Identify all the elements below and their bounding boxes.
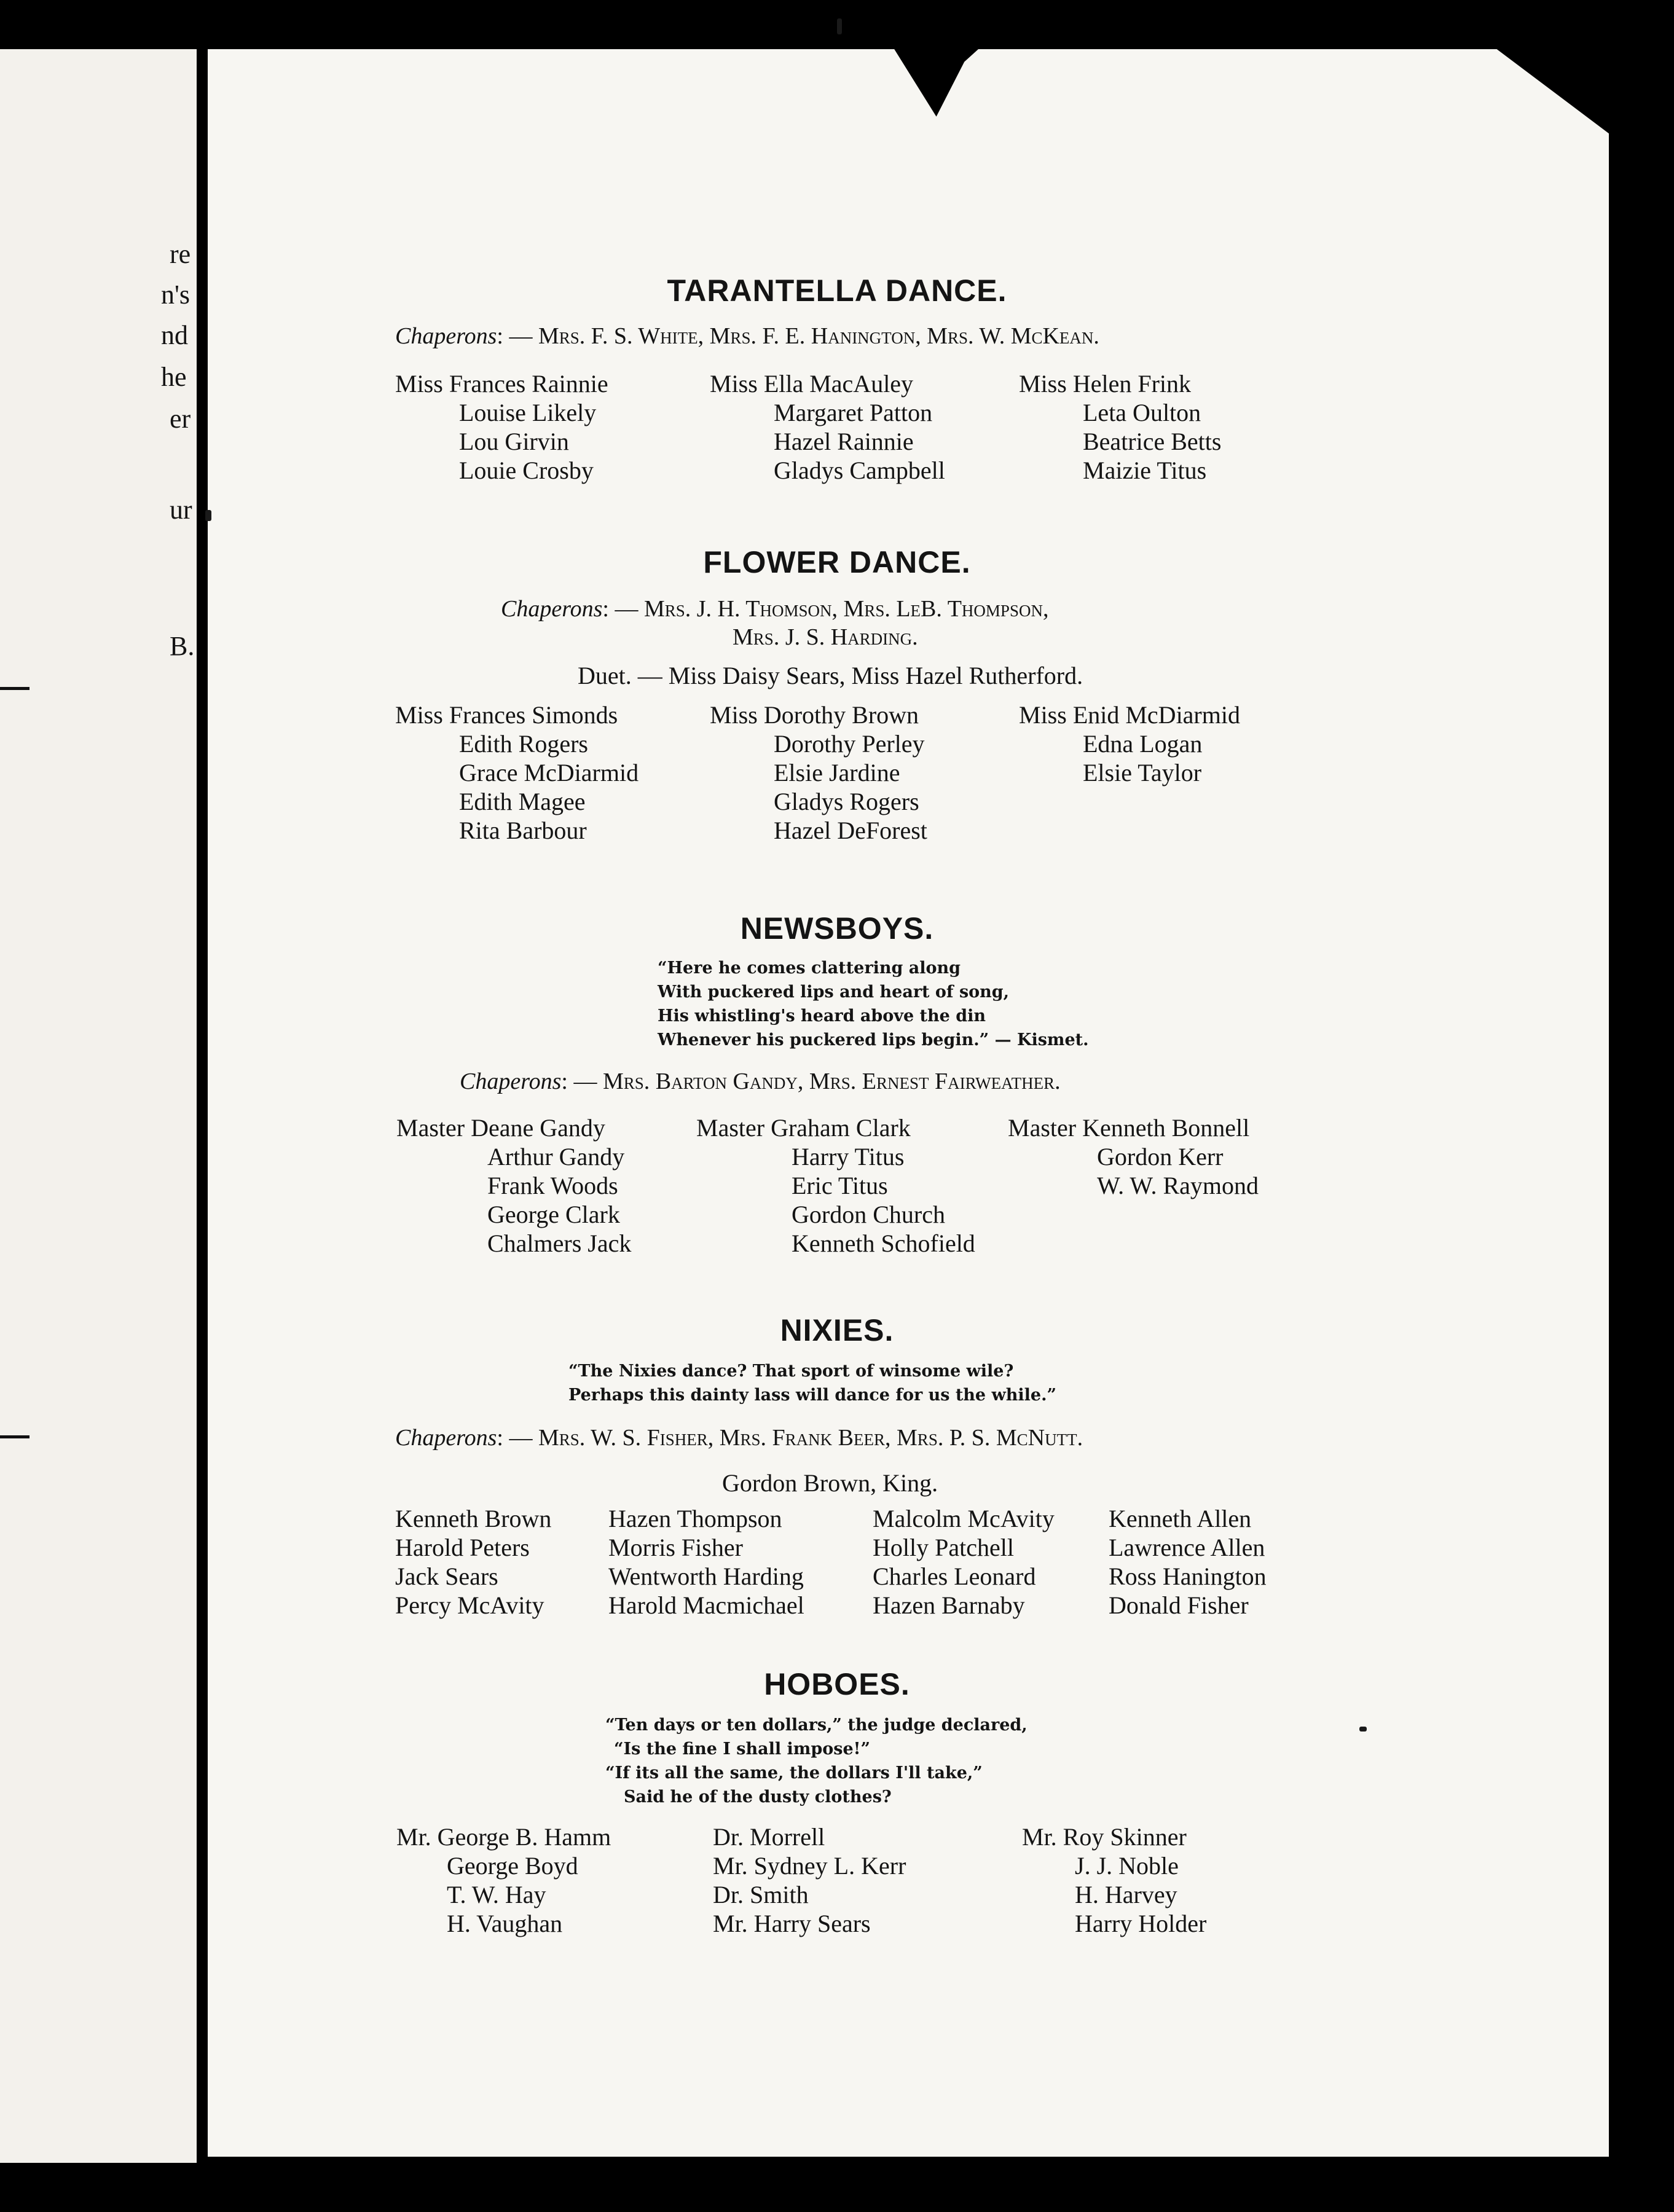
hoboes-column-3 bbox=[1022, 1822, 1206, 1938]
verse-line: “Is the fine I shall impose!” bbox=[614, 1739, 871, 1759]
tarantella-column-2 bbox=[710, 369, 945, 485]
flower-chaperons-continued: Mrs. J. S. Harding. bbox=[733, 624, 918, 650]
name-entry: Margaret Patton bbox=[774, 399, 933, 426]
name-entry: Jack Sears bbox=[395, 1563, 498, 1590]
name-entry: H. Harvey bbox=[1075, 1881, 1177, 1908]
name-entry: Dorothy Perley bbox=[774, 730, 925, 758]
name-entry: Hazel Rainnie bbox=[774, 428, 914, 455]
tarantella-chaperons bbox=[395, 324, 1099, 348]
name-entry: Rita Barbour bbox=[459, 817, 587, 844]
name-entry: George Boyd bbox=[447, 1852, 578, 1880]
name-entry: Ross Hanington bbox=[1109, 1563, 1267, 1590]
chaperons-label: Chaperons bbox=[395, 323, 497, 349]
chaperons-label: Chaperons bbox=[460, 1069, 562, 1094]
name-entry: Edith Rogers bbox=[459, 730, 588, 758]
name-entry: Hazel DeForest bbox=[774, 817, 927, 844]
flower-column-3 bbox=[1019, 700, 1240, 787]
name-entry: Maizie Titus bbox=[1083, 457, 1207, 484]
section-title-tarantella: TARANTELLA DANCE. bbox=[667, 273, 1007, 308]
name-entry: Mr. George B. Hamm bbox=[396, 1823, 611, 1851]
name-entry: Gordon Kerr bbox=[1097, 1143, 1224, 1171]
chaperons-names: : — Mrs. W. S. Fisher, Mrs. Frank Beer, Mrs. P. S. McNutt. bbox=[497, 1425, 1083, 1451]
chaperons-label: Chaperons bbox=[395, 1425, 497, 1451]
section-title-hoboes: HOBOES. bbox=[764, 1667, 910, 1701]
name-entry: Elsie Jardine bbox=[774, 759, 900, 786]
section-title-flower: FLOWER DANCE. bbox=[703, 545, 971, 579]
chaperons-label: Chaperons bbox=[501, 596, 603, 622]
name-entry: Louie Crosby bbox=[459, 457, 594, 484]
chaperons-names: : — Mrs. J. H. Thomson, Mrs. LeB. Thompson, bbox=[602, 596, 1049, 622]
name-entry: Louise Likely bbox=[459, 399, 597, 426]
newsboys-column-2 bbox=[696, 1113, 975, 1258]
flower-duet: Duet. — Miss Daisy Sears, Miss Hazel Rutherford. bbox=[578, 662, 1083, 689]
name-entry: Eric Titus bbox=[792, 1172, 888, 1199]
name-entry: Edna Logan bbox=[1083, 730, 1203, 758]
verse-line: With puckered lips and heart of song, bbox=[658, 982, 1010, 1002]
chaperons-names: : — Mrs. Barton Gandy, Mrs. Ernest Fairweather. bbox=[561, 1069, 1061, 1094]
name-entry: Miss Dorothy Brown bbox=[710, 701, 919, 729]
name-entry: Dr. Morrell bbox=[713, 1823, 825, 1851]
left-page-fragment: B. bbox=[170, 631, 195, 661]
newsboys-chaperons bbox=[460, 1070, 1061, 1093]
name-entry: Harry Holder bbox=[1075, 1910, 1207, 1937]
name-entry: Master Deane Gandy bbox=[396, 1114, 605, 1142]
name-entry: Master Graham Clark bbox=[696, 1114, 911, 1142]
name-entry: Percy McAvity bbox=[395, 1591, 544, 1619]
left-page-fragment: re bbox=[170, 239, 191, 269]
newsboys-column-1 bbox=[396, 1113, 631, 1258]
name-entry: Gordon Church bbox=[792, 1201, 945, 1228]
newsboys-column-3 bbox=[1008, 1113, 1259, 1200]
name-entry: Miss Frances Rainnie bbox=[395, 370, 608, 398]
left-page-fragment: he bbox=[161, 362, 187, 392]
name-entry: Mr. Roy Skinner bbox=[1022, 1823, 1187, 1851]
name-entry: Lawrence Allen bbox=[1109, 1534, 1265, 1561]
name-entry: Kenneth Brown bbox=[395, 1505, 552, 1532]
name-entry: Morris Fisher bbox=[608, 1534, 743, 1561]
name-entry: Miss Ella MacAuley bbox=[710, 370, 914, 398]
tarantella-column-3 bbox=[1019, 369, 1221, 485]
nixies-verse bbox=[568, 1359, 1056, 1407]
name-entry: Gladys Rogers bbox=[774, 788, 919, 815]
left-page-fragment: ur bbox=[170, 495, 192, 525]
name-entry: W. W. Raymond bbox=[1097, 1172, 1259, 1199]
nixies-column-4 bbox=[1109, 1504, 1267, 1620]
name-entry: Gladys Campbell bbox=[774, 457, 945, 484]
nixies-column-2 bbox=[608, 1504, 804, 1620]
verse-line: Whenever his puckered lips begin.” — Kismet. bbox=[658, 1030, 1089, 1049]
name-entry: Harold Peters bbox=[395, 1534, 530, 1561]
name-entry: Lou Girvin bbox=[459, 428, 569, 455]
name-entry: Frank Woods bbox=[487, 1172, 618, 1199]
verse-line: Perhaps this dainty lass will dance for us the while.” bbox=[568, 1386, 1057, 1405]
name-entry: Arthur Gandy bbox=[487, 1143, 625, 1171]
newsboys-verse bbox=[658, 956, 1089, 1052]
verse-line: “Ten days or ten dollars,” the judge declared, bbox=[605, 1716, 1028, 1735]
verse-line: “Here he comes clattering along bbox=[658, 959, 961, 978]
name-entry: Hazen Barnaby bbox=[873, 1591, 1025, 1619]
name-entry: Donald Fisher bbox=[1109, 1591, 1249, 1619]
nixies-column-1 bbox=[395, 1504, 551, 1620]
name-entry: Hazen Thompson bbox=[608, 1505, 782, 1532]
name-entry: Kenneth Schofield bbox=[792, 1230, 975, 1257]
name-entry: Dr. Smith bbox=[713, 1881, 809, 1908]
verse-line: “If its all the same, the dollars I'll take,” bbox=[605, 1763, 983, 1783]
name-entry: Holly Patchell bbox=[873, 1534, 1014, 1561]
name-entry: Malcolm McAvity bbox=[873, 1505, 1055, 1532]
nixies-chaperons bbox=[395, 1426, 1083, 1449]
name-entry: T. W. Hay bbox=[447, 1881, 546, 1908]
name-entry: Miss Helen Frink bbox=[1019, 370, 1191, 398]
flower-column-1 bbox=[395, 700, 639, 845]
tarantella-column-1 bbox=[395, 369, 608, 485]
left-page-fragment: er bbox=[170, 404, 191, 434]
name-entry: Beatrice Betts bbox=[1083, 428, 1222, 455]
name-entry: J. J. Noble bbox=[1075, 1852, 1179, 1880]
name-entry: Miss Frances Simonds bbox=[395, 701, 618, 729]
chaperons-names: : — Mrs. F. S. White, Mrs. F. E. Hanington, Mrs. W. McKean. bbox=[497, 323, 1099, 349]
name-entry: Wentworth Harding bbox=[608, 1563, 804, 1590]
name-entry: Harold Macmichael bbox=[608, 1591, 804, 1619]
nixies-king: Gordon Brown, King. bbox=[722, 1469, 938, 1497]
flower-chaperons bbox=[501, 597, 1048, 621]
hoboes-column-1 bbox=[396, 1822, 611, 1938]
section-title-nixies: NIXIES. bbox=[780, 1313, 894, 1347]
name-entry: Leta Oulton bbox=[1083, 399, 1201, 426]
name-entry: Mr. Harry Sears bbox=[713, 1910, 871, 1937]
nixies-column-3 bbox=[873, 1504, 1055, 1620]
name-entry: Master Kenneth Bonnell bbox=[1008, 1114, 1250, 1142]
left-page-fragment: n's bbox=[161, 280, 191, 310]
name-entry: Miss Enid McDiarmid bbox=[1019, 701, 1240, 729]
verse-line: His whistling's heard above the din bbox=[658, 1006, 986, 1026]
name-entry: H. Vaughan bbox=[447, 1910, 563, 1937]
name-entry: Kenneth Allen bbox=[1109, 1505, 1252, 1532]
name-entry: Grace McDiarmid bbox=[459, 759, 639, 786]
verse-line: “The Nixies dance? That sport of winsome wile? bbox=[568, 1362, 1014, 1381]
left-page-fragment: nd bbox=[161, 320, 188, 350]
flower-column-2 bbox=[710, 700, 927, 845]
name-entry: Harry Titus bbox=[792, 1143, 905, 1171]
verse-line: Said he of the dusty clothes? bbox=[624, 1787, 892, 1806]
section-title-newsboys: NEWSBOYS. bbox=[740, 911, 934, 946]
name-entry: Mr. Sydney L. Kerr bbox=[713, 1852, 906, 1880]
name-entry: Elsie Taylor bbox=[1083, 759, 1202, 786]
hoboes-verse bbox=[605, 1713, 1028, 1809]
name-entry: Chalmers Jack bbox=[487, 1230, 632, 1257]
name-entry: George Clark bbox=[487, 1201, 620, 1228]
hoboes-column-2 bbox=[713, 1822, 906, 1938]
name-entry: Charles Leonard bbox=[873, 1563, 1036, 1590]
name-entry: Edith Magee bbox=[459, 788, 586, 815]
